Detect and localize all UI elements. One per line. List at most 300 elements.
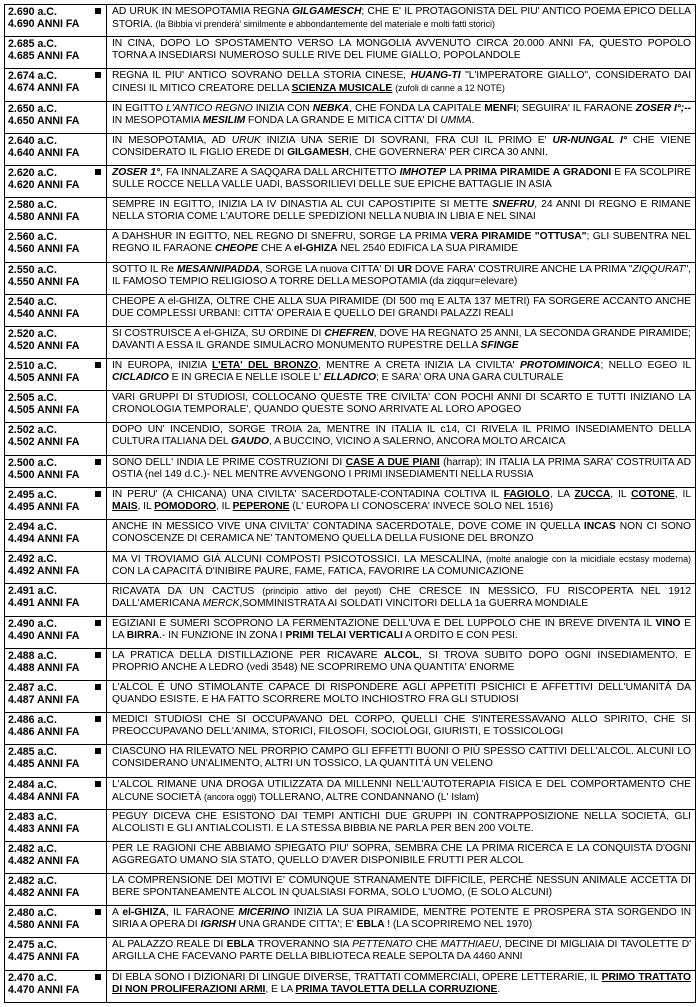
years-ago: 4.485 ANNI FA <box>8 758 80 771</box>
table-row <box>5 971 695 1002</box>
event-description <box>107 649 695 680</box>
text-fragment: , IL <box>216 500 233 512</box>
text-fragment: . <box>497 983 501 995</box>
years-ago: 4.640 ANNI FA <box>8 146 80 159</box>
years-ago: 4.520 ANNI FA <box>8 339 80 352</box>
text-fragment: CICLADICO <box>112 372 169 384</box>
date-cell <box>5 359 107 390</box>
text-fragment: ; GLI SUBENTRA NEL REGNO IL FARAONE <box>112 231 691 255</box>
square-bullet-icon <box>95 72 101 78</box>
table-row <box>5 745 695 777</box>
text-fragment: IN CINA, DOPO LO SPOSTAMENTO VERSO LA MONGOLIA AVVENUTO CIRCA 20.000 ANNI FA, QUESTO POPOLO TORNA A INSEDIARSI NUMEROSO SULLE RIVE DEL FIUME GIALLO, POPOLANDOLE <box>112 38 691 62</box>
text-fragment: IMHOTEP <box>399 166 447 178</box>
text-fragment: , IL <box>610 488 632 500</box>
text-fragment: UMMA <box>440 114 472 126</box>
text-fragment: CHE CRESCE IN MESSICO, FU RISCOPERTA NEL 1912 DALL'AMERICANA <box>112 586 691 610</box>
text-fragment: PROTOMINOICA <box>519 360 601 372</box>
date-cell <box>5 842 107 873</box>
date-cell <box>5 456 107 487</box>
year-bc: 2.540 a.C. <box>8 295 57 308</box>
event-description <box>107 681 695 712</box>
years-ago: 4.483 ANNI FA <box>8 822 80 835</box>
text-fragment: "L'IMPERATORE GIALLO", CONSIDERATO DAI CINESI IL MITICO CREATORE DELLA <box>112 70 692 95</box>
text-fragment: A DAHSHUR IN EGITTO, NEL REGNO DI SNEFRU, SORGE LA PRIMA <box>112 231 450 243</box>
text-fragment: AD URUK IN MESOPOTAMIA REGNA <box>112 6 293 17</box>
text-fragment: CHE VIENE CONSIDERATO IL FIGLIO EREDE DI <box>112 134 691 158</box>
year-bc: 2.475 a.C. <box>8 939 57 952</box>
date-cell <box>5 520 107 551</box>
table-row <box>5 810 695 842</box>
event-description <box>107 327 695 358</box>
text-fragment: MESANNIPADDA <box>176 263 260 275</box>
date-cell <box>5 5 107 36</box>
date-cell <box>5 584 107 615</box>
year-bc: 2.486 a.C. <box>8 714 57 727</box>
text-fragment: A <box>112 907 123 919</box>
text-fragment: , E LA <box>265 983 296 995</box>
table-row <box>5 520 695 552</box>
date-cell <box>5 230 107 261</box>
text-fragment: PRIMA PIRAMIDE A GRADONI <box>464 166 612 178</box>
year-bc: 2.510 a.C. <box>8 360 57 373</box>
text-fragment: CHEFREN <box>324 327 374 339</box>
text-fragment: AL PALAZZO REALE DI <box>112 939 227 951</box>
years-ago: 4.470 ANNI FA <box>8 983 80 996</box>
year-bc: 2.482 a.C. <box>8 875 57 888</box>
year-bc: 2.560 a.C. <box>8 231 57 244</box>
square-bullet-icon <box>95 974 101 980</box>
table-row <box>5 5 695 37</box>
years-ago: 4.494 ANNI FA <box>8 533 80 545</box>
text-fragment: (molte analogie con la micidiale ecstasy moderna) <box>485 554 691 565</box>
year-bc: 2.494 a.C. <box>8 521 57 533</box>
text-fragment: ANCHE IN MESSICO VIVE UNA CIVILTA' CONTADINA SACERDOTALE, DOVE COME IN QUELLA <box>112 521 584 532</box>
text-fragment: SONO DELL' INDIA LE PRIME COSTRUZIONI DI <box>112 456 346 468</box>
text-fragment: . <box>471 114 475 126</box>
text-fragment: , SORGE LA nuova CITTA' DI <box>259 263 398 275</box>
date-cell <box>5 391 107 422</box>
square-bullet-icon <box>95 362 101 368</box>
years-ago: 4.580 ANNI FA <box>8 919 80 932</box>
square-bullet-icon <box>95 781 101 787</box>
date-cell <box>5 198 107 229</box>
event-description <box>107 359 695 390</box>
year-bc: 2.505 a.C. <box>8 392 57 405</box>
text-fragment: ZOSER I°;-- <box>635 102 691 114</box>
years-ago: 4.505 ANNI FA <box>8 372 80 385</box>
year-bc: 2.480 a.C. <box>8 907 57 920</box>
year-bc: 2.492 a.C. <box>8 553 57 566</box>
years-ago: 4.482 ANNI FA <box>8 887 80 900</box>
event-description <box>107 745 695 776</box>
text-fragment: DI EBLA SONO I DIZIONARI DI LINGUE DIVERSE, TRATTATI COMMERCIALI, OPERE LETTERARIE, IL <box>112 971 602 983</box>
table-row <box>5 166 695 198</box>
text-fragment: UNA GRANDE CITTA'; E' <box>235 919 357 931</box>
years-ago: 4.650 ANNI FA <box>8 114 80 127</box>
text-fragment: CHEOPE <box>214 243 259 255</box>
table-row <box>5 874 695 906</box>
year-bc: 2.650 a.C. <box>8 102 57 115</box>
text-fragment: (zufoli di canne a 12 NOTE) <box>395 83 505 94</box>
year-bc: 2.690 a.C. <box>8 6 57 18</box>
text-fragment: ; CHE E' IL PROTAGONISTA DEL PIU' ANTICO POEMA EPICO DELLA STORIA. <box>112 6 691 30</box>
text-fragment: , IL FARAONE <box>166 907 239 919</box>
years-ago: 4.674 ANNI FA <box>8 82 80 95</box>
text-fragment: EBLA <box>356 919 385 931</box>
text-fragment: (L' EUROPA LI CONOSCERA' INVECE SOLO NEL 1516) <box>289 500 554 512</box>
text-fragment: E IN GRECIA E NELLE ISOLE L' <box>168 372 324 384</box>
date-cell <box>5 166 107 197</box>
date-cell <box>5 778 107 809</box>
table-row <box>5 713 695 745</box>
text-fragment: CHE <box>412 939 441 951</box>
date-cell <box>5 263 107 294</box>
text-fragment: MEDICI STUDIOSI CHE SI OCCUPAVANO DEL CORPO, QUELLI CHE S'INTERESSAVANO ALLO SPIRITO, CHE SI PREOCCUPAVANO DELL'ANIMA, STORICI, FILOSOFI, SOCIOLOGI, GIURISTI, E TOSSICOLOGI <box>112 714 691 738</box>
text-fragment: , 24 ANNI DI REGNO E RIMANE NELLA STORIA COME L'AUTORE DELLE SPEDIZIONI NELLA NUBIA IN LIBIA E NEL SINAI <box>112 199 691 223</box>
table-row <box>5 69 695 101</box>
years-ago: 4.490 ANNI FA <box>8 629 80 642</box>
table-row <box>5 906 695 938</box>
date-cell <box>5 938 107 969</box>
text-fragment: MATTHIAEU <box>440 939 499 951</box>
date-cell <box>5 327 107 358</box>
text-fragment: , IL <box>674 488 691 500</box>
text-fragment: L'ANTICO REGNO <box>166 102 253 114</box>
table-row <box>5 778 695 810</box>
event-description <box>107 230 695 261</box>
date-cell <box>5 617 107 648</box>
text-fragment: ", IL FAMOSO TEMPIO RELIGIOSO A TORRE DELLA MESOPOTAMIA (da ziqqur=elevare) <box>112 263 691 287</box>
text-fragment: ; E SARA' ORA UNA GARA CULTURALE <box>375 372 564 384</box>
date-cell <box>5 69 107 100</box>
year-bc: 2.490 a.C. <box>8 617 57 630</box>
date-cell <box>5 874 107 905</box>
square-bullet-icon <box>95 684 101 690</box>
text-fragment: IGRISH <box>200 919 236 931</box>
text-fragment: MICERINO <box>238 907 290 919</box>
year-bc: 2.500 a.C. <box>8 456 57 469</box>
date-cell <box>5 423 107 454</box>
date-cell <box>5 649 107 680</box>
text-fragment: PRIMI TELAI VERTICALI <box>285 629 403 641</box>
year-bc: 2.520 a.C. <box>8 327 57 340</box>
years-ago: 4.492 ANNI FA <box>8 565 80 578</box>
text-fragment: PEPERONE <box>232 500 290 512</box>
text-fragment: SOTTO IL Re <box>112 263 177 275</box>
year-bc: 2.640 a.C. <box>8 134 57 147</box>
text-fragment: (la Bibbia vi prenderà' similmente e abbondantemente del materiale e molti fatti storici) <box>155 19 495 29</box>
event-description <box>107 713 695 744</box>
date-cell <box>5 37 107 68</box>
text-fragment: VINO <box>655 617 681 629</box>
text-fragment: L'ALCOL É UNO STIMOLANTE CAPACE DI RISPONDERE AGLI APPETITI PSICHICI E AFFETTIVI DELL'UMANITÁ DA QUANDO ESISTE. E HA FATTO SCORRERE MOLTO INCHIOSTRO FRA GLI STUDIOSI <box>112 681 691 705</box>
text-fragment: (principio attivo del peyotl) <box>262 586 382 597</box>
text-fragment: TOLLERANO, ALTRE CONDANNANO (L' Islam) <box>256 791 479 803</box>
text-fragment: NON CI SONO CONOSCENZE DI CERAMICA NE' TANTOMENO QUELLA DELLA FUSIONE DEL BRONZO <box>112 521 691 544</box>
square-bullet-icon <box>95 748 101 754</box>
table-row <box>5 938 695 970</box>
text-fragment: , DECINE DI MIGLIAIA DI TAVOLETTE D' ARGILLA CHE FACEVANO PARTE DELLA BIBLIOTECA REALE SEPOLTA DA 4460 ANNI <box>112 939 691 963</box>
date-cell <box>5 906 107 937</box>
text-fragment: PEGUY DICEVA CHE ESISTONO DAI TEMPI ANTICHI DUE GRUPPI IN CONTRAPPOSIZIONE NELLA SOCIETÁ, GLI ALCOLISTI E GLI ANTIALCOLISTI. E LA STESSA BIBBIA NE PARLA PER BEN 200 VOLTE. <box>112 810 691 834</box>
text-fragment: MENFI <box>484 102 517 114</box>
years-ago: 4.484 ANNI FA <box>8 790 80 803</box>
text-fragment: FAGIOLO <box>503 488 550 500</box>
text-fragment: E FA SCOLPIRE SULLE ROCCE NELLA VALLE UADI, BASSORILIEVI DELLE SUE EPICHE BATTAGLIE IN ASIA <box>112 166 691 190</box>
text-fragment: COTONE <box>631 488 675 500</box>
text-fragment: PETTENATO <box>352 939 413 951</box>
text-fragment: FONDA LA GRANDE E MITICA CITTA' DI <box>245 114 441 126</box>
text-fragment: , MENTRE A CRETA INIZIA LA CIVILTA' <box>318 360 520 372</box>
date-cell <box>5 295 107 326</box>
event-description <box>107 295 695 326</box>
text-fragment: PRIMA TAVOLETTA DELLA CORRUZIONE <box>295 983 498 995</box>
years-ago: 4.488 ANNI FA <box>8 661 80 674</box>
event-description <box>107 391 695 422</box>
text-fragment: LA <box>446 166 465 178</box>
years-ago: 4.487 ANNI FA <box>8 693 80 706</box>
date-cell <box>5 552 107 583</box>
text-fragment: VERA PIRAMIDE "OTTUSA" <box>449 231 587 243</box>
square-bullet-icon <box>95 716 101 722</box>
text-fragment: MAIS <box>112 500 138 512</box>
text-fragment: el-GHIZA <box>122 907 167 919</box>
text-fragment: , CHE GOVERNERA' PER CIRCA 30 ANNI. <box>348 146 548 158</box>
text-fragment: , CHE FONDA LA CAPITALE <box>349 102 485 114</box>
date-cell <box>5 810 107 841</box>
text-fragment: , DOVE HA REGNATO 25 ANNI, LA SECONDA GRANDE PIRAMIDE; DAVANTI A ESSA IL GRANDE SIMULACRO MONUMENTO RUPESTRE DELLA <box>112 327 691 351</box>
text-fragment: BIRRA <box>126 629 160 641</box>
text-fragment: ZUCCA <box>574 488 611 500</box>
text-fragment: ; SEGUIRA' IL FARAONE <box>516 102 636 114</box>
event-description <box>107 520 695 551</box>
table-row <box>5 617 695 649</box>
chronology-table <box>4 4 696 1003</box>
text-fragment: LA COMPRENSIONE DEI MOTIVI E' COMUNQUE STRANAMENTE DIFFICILE, PERCHÉ NESSUN ANIMALE ACCETTA DI BERE SPONTANEAMENTE ALCOL IN QUALSIASI FORMA, SOLO L'UOMO, (E SOLO ALCUNI) <box>112 875 691 899</box>
year-bc: 2.502 a.C. <box>8 424 57 437</box>
text-fragment: HUANG-TI <box>410 70 461 82</box>
text-fragment: SNEFRU <box>492 199 535 211</box>
year-bc: 2.580 a.C. <box>8 199 57 212</box>
years-ago: 4.475 ANNI FA <box>8 951 80 964</box>
date-cell <box>5 745 107 776</box>
text-fragment: SEMPRE IN EGITTO, INIZIA LA IV DINASTIA AL CUI CAPOSTIPITE SI METTE <box>112 199 493 211</box>
text-fragment: , IL <box>137 500 155 512</box>
text-fragment: RICAVATA DA UN CACTUS <box>112 586 263 598</box>
table-row <box>5 263 695 295</box>
text-fragment: NEL 2540 EDIFICA LA SUA PIRAMIDE <box>337 243 518 255</box>
text-fragment: IN MESOPOTAMIA <box>112 114 203 126</box>
text-fragment: (harrap); IN ITALIA LA PRIMA SARA' COSTRUITA AD OSTIA (nel 149 d.C.)- NEL MENTRE AVVENGONO I PRIMI INSEDIAMENTI NELLA RUSSIA <box>112 456 691 480</box>
text-fragment: VARI GRUPPI DI STUDIOSI, COLLOCANO QUESTE TRE CIVILTA' CON POCHI ANNI DI SCARTO E TUTTI INIZIANO LA CRONOLOGIA TEMPORALE', QUANDO QUESTE SONO ARRIVATE AL LORO APOGEO <box>112 392 691 416</box>
year-bc: 2.470 a.C. <box>8 971 57 984</box>
event-description <box>107 906 695 937</box>
text-fragment: SI COSTRUISCE A el-GHIZA, SU ORDINE DI <box>112 327 325 339</box>
event-description <box>107 166 695 197</box>
text-fragment: DOPO UN' INCENDIO, SORGE TROIA 2a, MENTRE IN ITALIA IL c14, CI RIVELA IL PRIMO INSEDIAMENTO DELLA CULTURA ITALIANA DEL <box>112 424 691 448</box>
years-ago: 4.495 ANNI FA <box>8 500 80 513</box>
text-fragment: GILGAMESH <box>287 146 349 158</box>
text-fragment: DOVE FARA' COSTRUIRE ANCHE LA PRIMA " <box>412 263 633 275</box>
table-row <box>5 584 695 616</box>
text-fragment: MESILIM <box>202 114 246 126</box>
year-bc: 2.482 a.C. <box>8 842 57 855</box>
year-bc: 2.484 a.C. <box>8 778 57 791</box>
table-row <box>5 230 695 262</box>
years-ago: 4.620 ANNI FA <box>8 178 80 191</box>
table-row <box>5 842 695 874</box>
date-cell <box>5 971 107 1002</box>
text-fragment: ZIQQURAT <box>632 263 685 275</box>
event-description <box>107 69 695 100</box>
table-row <box>5 37 695 69</box>
text-fragment: IN MESOPOTAMIA, AD <box>112 134 232 146</box>
square-bullet-icon <box>95 491 101 497</box>
text-fragment: .- IN FUNZIONE IN ZONA I <box>159 629 286 641</box>
year-bc: 2.685 a.C. <box>8 38 57 51</box>
date-cell <box>5 713 107 744</box>
date-cell <box>5 102 107 133</box>
text-fragment: GAUDO <box>230 436 270 448</box>
year-bc: 2.483 a.C. <box>8 810 57 823</box>
event-description <box>107 617 695 648</box>
text-fragment: PRIMO TRATTATO DI NON PROLIFERAZIONI ARMI <box>112 971 691 995</box>
text-fragment: L'ETA' DEL BRONZO <box>211 360 319 372</box>
years-ago: 4.690 ANNI FA <box>8 18 80 30</box>
text-fragment: ALCOL <box>383 649 420 661</box>
text-fragment: , SI TROVA SUBITO DOPO OGNI INSEDIAMENTO. E PROPRIO ANCHE A LEDRO (vedi 3548) NE SCOPRIREMO UNA QUANTITA' ENORME <box>112 649 691 673</box>
year-bc: 2.620 a.C. <box>8 166 57 179</box>
years-ago: 4.685 ANNI FA <box>8 50 80 63</box>
square-bullet-icon <box>95 620 101 626</box>
event-description <box>107 198 695 229</box>
years-ago: 4.540 ANNI FA <box>8 307 80 320</box>
event-description <box>107 552 695 583</box>
event-description <box>107 37 695 68</box>
years-ago: 4.500 ANNI FA <box>8 468 80 481</box>
text-fragment: GILGAMESCH <box>292 6 362 17</box>
years-ago: 4.580 ANNI FA <box>8 211 80 224</box>
years-ago: 4.486 ANNI FA <box>8 726 80 739</box>
text-fragment: CON LA CAPACITÁ D'INIBIRE PAURE, FAME, FATICA, FAVORIRE LA COMUNICAZIONE <box>112 566 524 578</box>
table-row <box>5 359 695 391</box>
years-ago: 4.482 ANNI FA <box>8 854 80 867</box>
date-cell <box>5 134 107 165</box>
years-ago: 4.491 ANNI FA <box>8 597 80 610</box>
text-fragment: CASE A DUE PIANI <box>345 456 440 468</box>
table-row <box>5 134 695 166</box>
years-ago: 4.502 ANNI FA <box>8 436 80 449</box>
text-fragment: EGIZIANI E SUMERI SCOPRONO LA FERMENTAZIONE DELL'UVA E DEL LUPPOLO CHE IN BREVE DIVENTA IL <box>112 617 656 629</box>
event-description <box>107 5 695 36</box>
text-fragment: , A BUCCINO, VICINO A SALERNO, ANCORA MOLTO ARCAICA <box>269 436 566 448</box>
text-fragment: ELLADICO <box>323 372 376 384</box>
event-description <box>107 971 695 1002</box>
year-bc: 2.495 a.C. <box>8 488 57 501</box>
date-cell <box>5 681 107 712</box>
text-fragment: UR <box>397 263 412 275</box>
event-description <box>107 134 695 165</box>
square-bullet-icon <box>95 909 101 915</box>
text-fragment: INIZIA LA SUA PIRAMIDE, MENTRE POTENTE E PROSPERA STA SORGENDO IN SIRIA A OPERA DI <box>112 907 692 931</box>
event-description <box>107 263 695 294</box>
year-bc: 2.674 a.C. <box>8 70 57 83</box>
text-fragment: IN PERU' (A CHICANA) UNA CIVILTA' SACERDOTALE-CONTADINA COLTIVA IL <box>112 488 504 500</box>
text-fragment: MERCK <box>202 598 240 610</box>
text-fragment: URUK <box>231 134 261 146</box>
text-fragment: CIASCUNO HA RILEVATO NEL PRORPIO CAMPO GLI EFFETTI BUONI O PIÙ SPESSO CATTIVI DELL'ALCOL. ALCUNI LO CONSIDERANO UN'ALIMENTO, ALTRI UN TOSSICO, LA QUANTITÁ UN VELENO <box>112 746 691 770</box>
text-fragment: A ORDITO E CON PESI. <box>402 629 518 641</box>
table-row <box>5 649 695 681</box>
text-fragment: NEBKA <box>312 102 350 114</box>
text-fragment: , LA <box>549 488 575 500</box>
years-ago: 4.550 ANNI FA <box>8 275 80 288</box>
table-row <box>5 456 695 488</box>
event-description <box>107 584 695 615</box>
event-description <box>107 874 695 905</box>
square-bullet-icon <box>95 459 101 465</box>
text-fragment: L'ALCOL RIMANE UNA DROGA UTILIZZATA DA MILLENNI NELL'AUTOTERAPIA FISICA E DEL COMPORTAMENTO CHE ALCUNE SOCIETÁ <box>112 778 691 803</box>
text-fragment: REGNA IL PIU' ANTICO SOVRANO DELLA STORIA CINESE, <box>112 70 411 82</box>
table-row <box>5 198 695 230</box>
text-fragment: IN EUROPA, INIZIA <box>112 360 212 372</box>
table-row <box>5 327 695 359</box>
text-fragment: SCIENZA MUSICALE <box>291 83 393 95</box>
text-fragment: MA VI TROVIAMO GIÁ ALCUNI COMPOSTI PSICOTOSSICI. LA MESCALINA, <box>112 554 486 566</box>
event-description <box>107 938 695 969</box>
year-bc: 2.550 a.C. <box>8 263 57 276</box>
text-fragment: E LA <box>112 617 691 641</box>
year-bc: 2.485 a.C. <box>8 746 57 759</box>
text-fragment: TROVERANNO SIA <box>254 939 353 951</box>
date-cell <box>5 488 107 519</box>
year-bc: 2.488 a.C. <box>8 649 57 662</box>
years-ago: 4.505 ANNI FA <box>8 404 80 417</box>
event-description <box>107 456 695 487</box>
text-fragment: ZOSER 1° <box>112 166 161 178</box>
text-fragment: PER LE RAGIONI CHE ABBIAMO SPIEGATO PIU' SOPRA, SEMBRA CHE LA PRIMA RICERCA E LA CONQUISTA D'OGNI AGGREGATO UMANO SIA STATO, QUELLO D'AVER DISPONIBILE FRUTTI PER ALCOL <box>112 842 691 866</box>
year-bc: 2.487 a.C. <box>8 681 57 694</box>
table-row <box>5 681 695 713</box>
text-fragment: INCAS <box>583 521 616 532</box>
text-fragment: (ancora oggi) <box>203 791 257 802</box>
text-fragment: , FA INNALZARE A SAQQARA DALL ARCHITETTO <box>160 166 400 178</box>
event-description <box>107 488 695 519</box>
square-bullet-icon <box>95 652 101 658</box>
table-row <box>5 295 695 327</box>
event-description <box>107 810 695 841</box>
text-fragment: ! (LA SCOPRIREMO NEL 1970) <box>384 919 533 931</box>
table-row <box>5 488 695 520</box>
event-description <box>107 842 695 873</box>
text-fragment: CHEOPE A el-GHIZA, OLTRE CHE ALLA SUA PIRAMIDE (DI 500 mq E ALTA 137 METRI) FA SORGERE ACCANTO ANCHE DUE COMPLESSI URBANI: CITTA' OPERAIA E QUELLO DEI GRANDI PALAZZI REALI <box>112 295 691 319</box>
text-fragment: el-GHIZA <box>293 243 338 255</box>
text-fragment: INIZIA CON <box>252 102 313 114</box>
text-fragment: SFINGE <box>480 339 519 351</box>
table-row <box>5 102 695 134</box>
square-bullet-icon <box>95 169 101 175</box>
years-ago: 4.560 ANNI FA <box>8 243 80 256</box>
table-row <box>5 391 695 423</box>
text-fragment: EBLA <box>226 939 255 951</box>
event-description <box>107 102 695 133</box>
text-fragment: ,SOMMINISTRATA AI SOLDATI VINCITORI DELLA 1a GUERRA MONDIALE <box>239 598 589 610</box>
square-bullet-icon <box>95 8 101 14</box>
year-bc: 2.491 a.C. <box>8 585 57 598</box>
text-fragment: POMODORO <box>154 500 217 512</box>
event-description <box>107 778 695 809</box>
text-fragment: UR-NUNGAL I° <box>552 134 627 146</box>
